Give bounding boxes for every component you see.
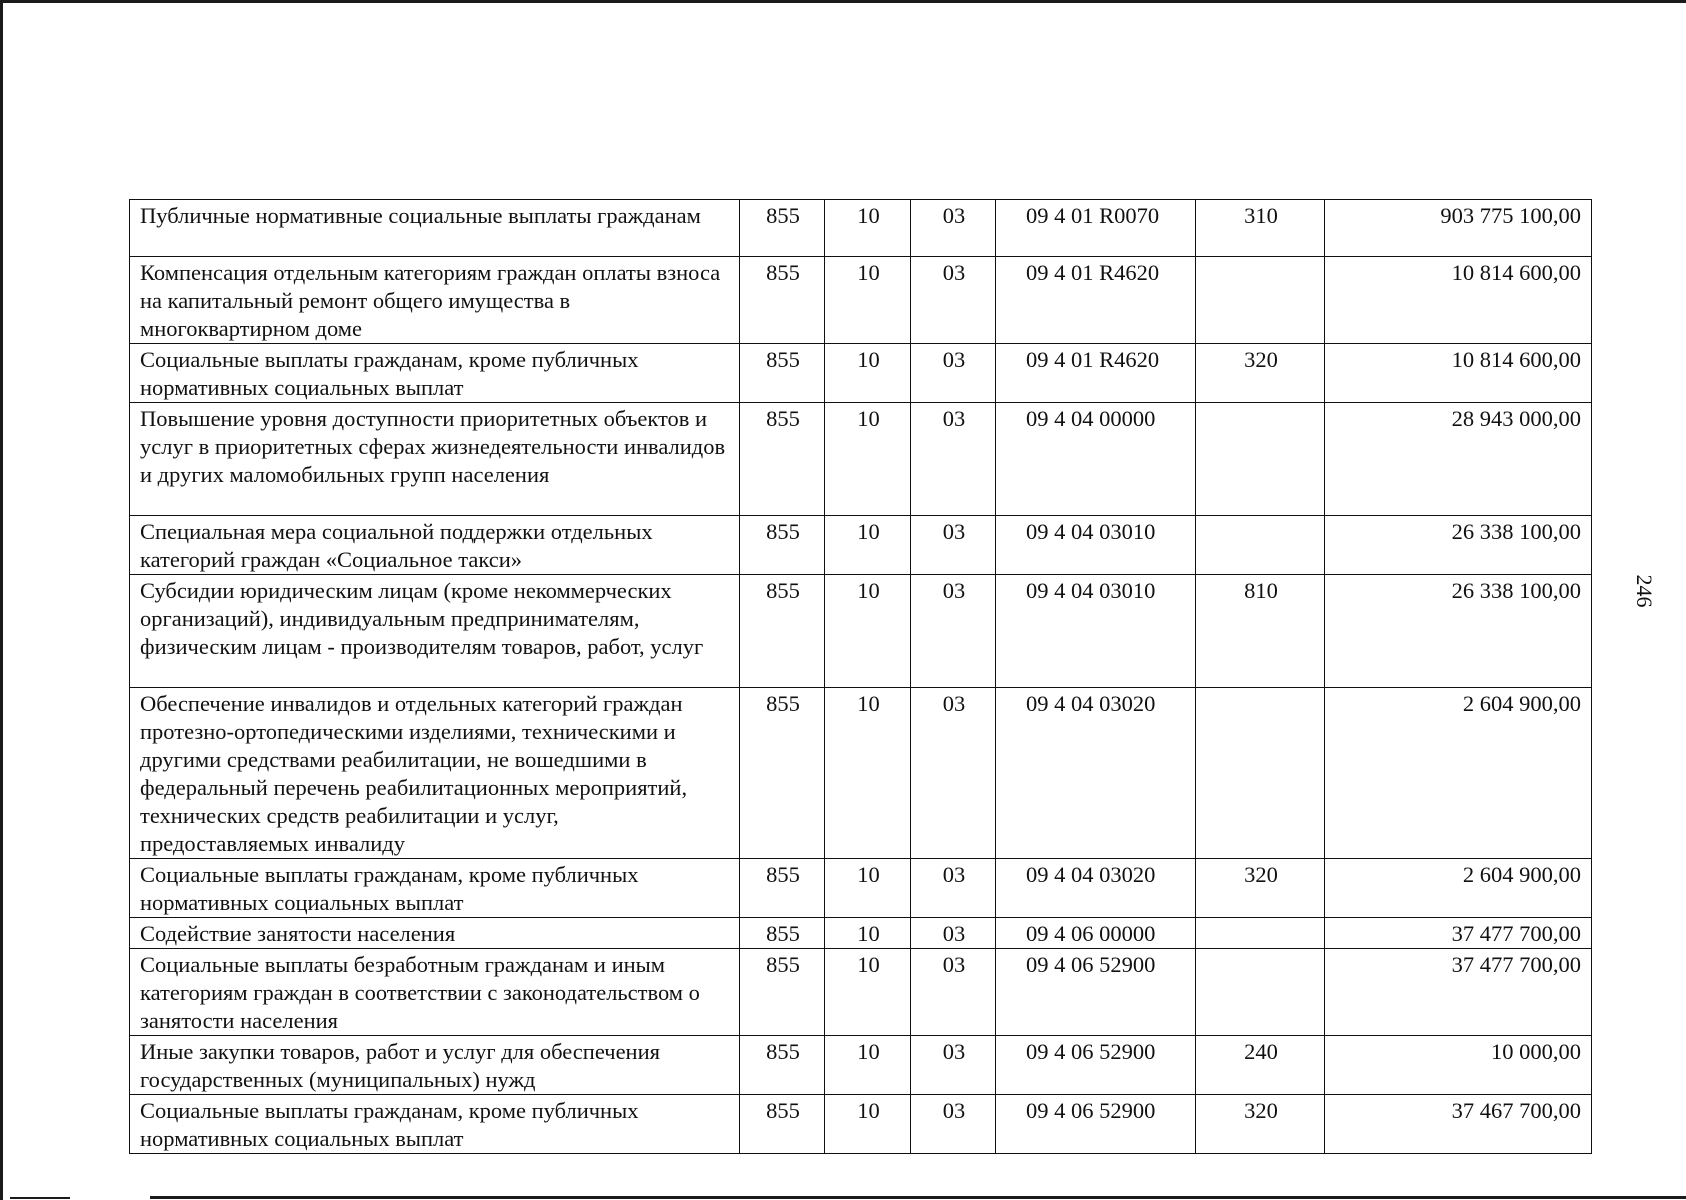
target-article-cell: 09 4 01 R4620 <box>996 257 1196 344</box>
amount-cell: 37 477 700,00 <box>1325 949 1592 1036</box>
target-article-cell: 09 4 01 R0070 <box>996 200 1196 257</box>
subsection-code-cell: 03 <box>911 949 996 1036</box>
department-code-cell: 855 <box>740 688 825 859</box>
table-row <box>130 257 1592 344</box>
expense-type-cell <box>1196 949 1325 1036</box>
section-code-cell: 10 <box>825 949 911 1036</box>
table-row <box>130 688 1592 859</box>
section-code-cell: 10 <box>825 859 911 918</box>
target-article-cell: 09 4 04 03020 <box>996 688 1196 859</box>
table-row <box>130 516 1592 575</box>
target-article-cell: 09 4 04 03010 <box>996 516 1196 575</box>
amount-cell: 37 467 700,00 <box>1325 1095 1592 1154</box>
section-code-cell: 10 <box>825 918 911 949</box>
department-code-cell: 855 <box>740 918 825 949</box>
expense-type-cell <box>1196 403 1325 516</box>
expense-type-cell: 320 <box>1196 1095 1325 1154</box>
scan-border-top <box>0 0 1686 3</box>
section-code-cell: 10 <box>825 344 911 403</box>
table-row <box>130 200 1592 257</box>
table-row <box>130 949 1592 1036</box>
expense-type-cell: 310 <box>1196 200 1325 257</box>
amount-cell: 26 338 100,00 <box>1325 516 1592 575</box>
amount-cell: 10 814 600,00 <box>1325 344 1592 403</box>
subsection-code-cell: 03 <box>911 918 996 949</box>
target-article-cell: 09 4 06 52900 <box>996 949 1196 1036</box>
department-code-cell: 855 <box>740 949 825 1036</box>
subsection-code-cell: 03 <box>911 200 996 257</box>
amount-cell: 26 338 100,00 <box>1325 575 1592 688</box>
table-row <box>130 1095 1592 1154</box>
department-code-cell: 855 <box>740 257 825 344</box>
amount-cell: 10 000,00 <box>1325 1036 1592 1095</box>
budget-table <box>129 199 1592 1154</box>
table-row <box>130 918 1592 949</box>
department-code-cell: 855 <box>740 1095 825 1154</box>
table-row <box>130 344 1592 403</box>
expense-name-cell: Обеспечение инвалидов и отдельных категорий граждан протезно-ортопедическими изделиями, техническими и другими средствами реабилитации, не вошедшими в федеральный перечень реабилитационных мероприятий, технических средств реабилитации и услуг, предоставляемых инвалиду <box>130 688 740 859</box>
amount-cell: 2 604 900,00 <box>1325 859 1592 918</box>
target-article-cell: 09 4 04 03020 <box>996 859 1196 918</box>
expense-name-cell: Социальные выплаты безработным гражданам и иным категориям граждан в соответствии с законодательством о занятости населения <box>130 949 740 1036</box>
target-article-cell: 09 4 04 03010 <box>996 575 1196 688</box>
section-code-cell: 10 <box>825 1095 911 1154</box>
department-code-cell: 855 <box>740 516 825 575</box>
subsection-code-cell: 03 <box>911 688 996 859</box>
expense-name-cell: Публичные нормативные социальные выплаты гражданам <box>130 200 740 257</box>
table-row <box>130 1036 1592 1095</box>
scan-border-left <box>0 0 3 1200</box>
expense-name-cell: Иные закупки товаров, работ и услуг для обеспечения государственных (муниципальных) нужд <box>130 1036 740 1095</box>
expense-type-cell: 320 <box>1196 859 1325 918</box>
target-article-cell: 09 4 06 52900 <box>996 1095 1196 1154</box>
budget-table-body <box>130 200 1592 1154</box>
expense-name-cell: Субсидии юридическим лицам (кроме некоммерческих организаций), индивидуальным предпринимателям, физическим лицам - производителям товаров, работ, услуг <box>130 575 740 688</box>
section-code-cell: 10 <box>825 1036 911 1095</box>
expense-type-cell: 240 <box>1196 1036 1325 1095</box>
section-code-cell: 10 <box>825 403 911 516</box>
section-code-cell: 10 <box>825 257 911 344</box>
subsection-code-cell: 03 <box>911 575 996 688</box>
section-code-cell: 10 <box>825 200 911 257</box>
table-row <box>130 575 1592 688</box>
target-article-cell: 09 4 01 R4620 <box>996 344 1196 403</box>
section-code-cell: 10 <box>825 516 911 575</box>
table-row <box>130 403 1592 516</box>
expense-name-cell: Социальные выплаты гражданам, кроме публичных нормативных социальных выплат <box>130 344 740 403</box>
subsection-code-cell: 03 <box>911 344 996 403</box>
expense-name-cell: Социальные выплаты гражданам, кроме публичных нормативных социальных выплат <box>130 1095 740 1154</box>
department-code-cell: 855 <box>740 344 825 403</box>
expense-type-cell: 320 <box>1196 344 1325 403</box>
expense-name-cell: Повышение уровня доступности приоритетных объектов и услуг в приоритетных сферах жизнедеятельности инвалидов и других маломобильных групп населения <box>130 403 740 516</box>
amount-cell: 28 943 000,00 <box>1325 403 1592 516</box>
target-article-cell: 09 4 04 00000 <box>996 403 1196 516</box>
subsection-code-cell: 03 <box>911 516 996 575</box>
expense-name-cell: Компенсация отдельным категориям граждан оплаты взноса на капитальный ремонт общего имущества в многоквартирном доме <box>130 257 740 344</box>
section-code-cell: 10 <box>825 575 911 688</box>
department-code-cell: 855 <box>740 1036 825 1095</box>
amount-cell: 10 814 600,00 <box>1325 257 1592 344</box>
department-code-cell: 855 <box>740 403 825 516</box>
subsection-code-cell: 03 <box>911 1036 996 1095</box>
scan-mark <box>10 1197 70 1199</box>
amount-cell: 37 477 700,00 <box>1325 918 1592 949</box>
scan-border-bottom <box>150 1196 1686 1199</box>
subsection-code-cell: 03 <box>911 257 996 344</box>
table-row <box>130 859 1592 918</box>
subsection-code-cell: 03 <box>911 1095 996 1154</box>
section-code-cell: 10 <box>825 688 911 859</box>
expense-type-cell <box>1196 257 1325 344</box>
amount-cell: 2 604 900,00 <box>1325 688 1592 859</box>
target-article-cell: 09 4 06 00000 <box>996 918 1196 949</box>
page-number: 246 <box>1632 574 1657 608</box>
subsection-code-cell: 03 <box>911 859 996 918</box>
expense-name-cell: Социальные выплаты гражданам, кроме публичных нормативных социальных выплат <box>130 859 740 918</box>
expense-name-cell: Специальная мера социальной поддержки отдельных категорий граждан «Социальное такси» <box>130 516 740 575</box>
expense-name-cell: Содействие занятости населения <box>130 918 740 949</box>
amount-cell: 903 775 100,00 <box>1325 200 1592 257</box>
target-article-cell: 09 4 06 52900 <box>996 1036 1196 1095</box>
department-code-cell: 855 <box>740 200 825 257</box>
expense-type-cell <box>1196 688 1325 859</box>
expense-type-cell <box>1196 516 1325 575</box>
department-code-cell: 855 <box>740 575 825 688</box>
expense-type-cell: 810 <box>1196 575 1325 688</box>
expense-type-cell <box>1196 918 1325 949</box>
subsection-code-cell: 03 <box>911 403 996 516</box>
department-code-cell: 855 <box>740 859 825 918</box>
